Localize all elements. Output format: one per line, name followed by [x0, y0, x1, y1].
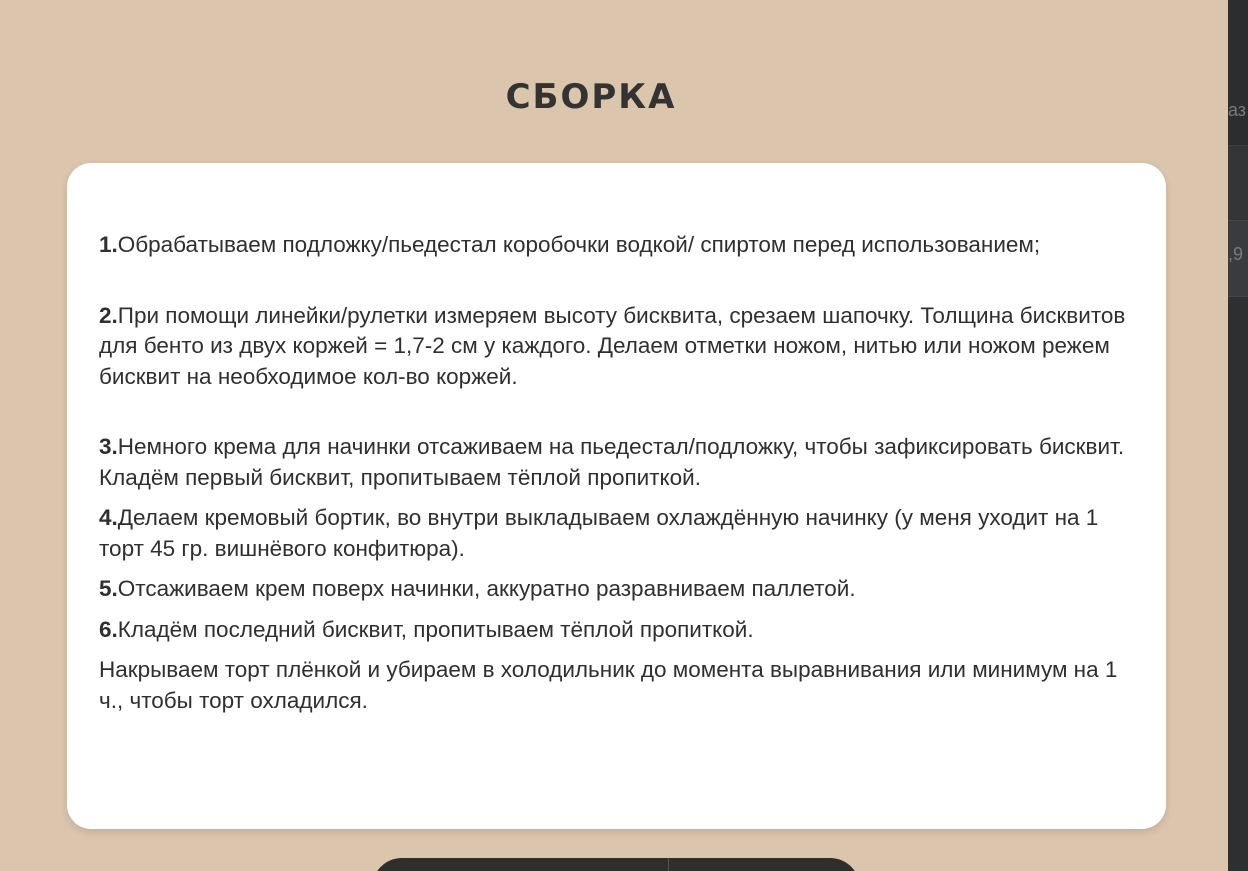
step-2: [99, 301, 1139, 393]
side-panel-row: [1228, 145, 1248, 221]
bottom-action-button[interactable]: [372, 858, 860, 871]
step-text: Отсаживаем крем поверх начинки, аккуратно разравниваем паллетой.: [117, 576, 856, 601]
side-panel-text: аз: [1228, 100, 1247, 120]
side-panel[interactable]: [1228, 0, 1248, 871]
instructions-card: [67, 163, 1166, 829]
final-note: Накрываем торт плёнкой и убираем в холодильник до момента выравнивания или минимум на 1 ч., чтобы торт охладился.: [99, 657, 1118, 713]
step-number: 3.: [99, 434, 118, 459]
step-5: [99, 574, 1139, 605]
step-text: Немного крема для начинки отсаживаем на пьедестал/подложку, чтобы зафиксировать бисквит. Кладём первый бисквит, пропитываем тёплой пропиткой.: [99, 434, 1125, 490]
step-1: [99, 230, 1139, 261]
step-number: 5.: [99, 576, 118, 601]
button-divider: [668, 858, 669, 871]
side-panel-text: ,9: [1228, 244, 1244, 264]
step-text: Делаем кремовый бортик, во внутри выкладываем охлаждённую начинку (у меня уходит на 1 торт 45 гр. вишнёвого конфитюра).: [99, 505, 1099, 561]
step-3: [99, 432, 1139, 493]
step-number: 6.: [99, 616, 118, 642]
step-number: 2.: [99, 302, 118, 328]
side-panel-row: [1228, 0, 1248, 145]
steps-list: [99, 230, 1139, 716]
step-text: Кладём последний бисквит, пропитываем тёплой пропиткой.: [117, 616, 754, 642]
step-number: 4.: [99, 505, 118, 530]
step-text: При помощи линейки/рулетки измеряем высоту бисквита, срезаем шапочку. Толщина бисквитов для бенто из двух коржей = 1,7-2 см у каждого. Делаем отметки ножом, нитью или ножом режем бисквит на необходимое кол-во коржей.: [99, 302, 1126, 389]
step-number: 1.: [99, 232, 118, 257]
page-title: СБОРКА: [505, 76, 677, 117]
step-text: Обрабатываем подложку/пьедестал коробочки водкой/ спиртом перед использованием;: [117, 232, 1041, 257]
step-4: [99, 503, 1139, 564]
step-6: [99, 615, 1139, 646]
